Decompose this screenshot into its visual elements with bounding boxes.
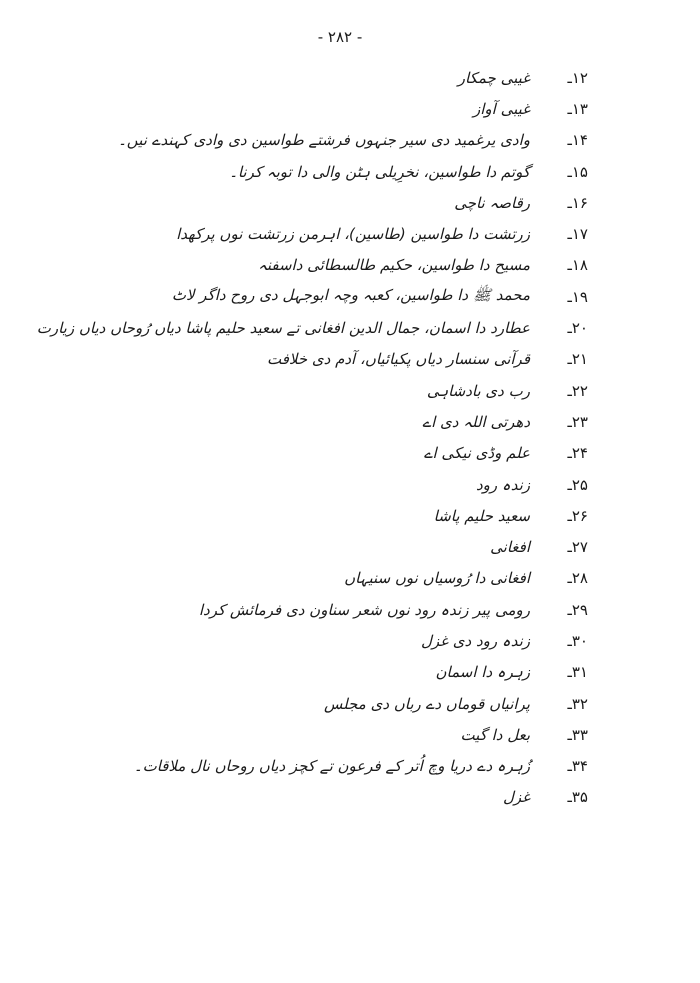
entry-title: زرتشت دا طواسین (طاسین)، اہرمن زرتشت نوں پرکھدا xyxy=(176,225,530,244)
toc-entry-20 xyxy=(28,312,588,343)
toc-entry-28 xyxy=(28,563,588,594)
entry-number: ۲۳ـ xyxy=(567,412,588,431)
page-number: - ۲۸۲ - xyxy=(317,28,363,46)
entry-number: ۳۰ـ xyxy=(567,631,588,650)
entry-title: رقاصہ ناچی xyxy=(454,193,530,212)
entry-title: محمد ﷺ دا طواسین، کعبہ وچہ ابوجہل دی روح داگر لاٹ xyxy=(171,285,530,304)
entry-title: مسیح دا طواسین، حکیم طالسطائی داسفنہ xyxy=(258,256,530,275)
entry-number: ۱۸ـ xyxy=(567,256,588,275)
toc-entry-26 xyxy=(28,500,588,531)
entry-title: افغانی xyxy=(490,538,530,557)
toc-entry-15 xyxy=(28,156,588,187)
entry-title: گوتم دا طواسین، نخرِیلی ہٹن والی دا توبہ کرنا۔ xyxy=(229,162,530,181)
entry-title: غزل xyxy=(502,788,530,807)
toc-entry-35 xyxy=(28,782,588,813)
entry-number: ۱۴ـ xyxy=(567,131,588,150)
toc-entry-24 xyxy=(28,438,588,469)
entry-number: ۲۰ـ xyxy=(567,319,588,338)
entry-number: ۱۹ـ xyxy=(567,287,588,306)
toc-entry-33 xyxy=(28,719,588,750)
entry-number: ۱۳ـ xyxy=(567,99,588,118)
entry-number: ۳۱ـ xyxy=(567,663,588,682)
toc-entry-16 xyxy=(28,187,588,218)
toc-entry-14 xyxy=(28,125,588,156)
entry-number: ۲۲ـ xyxy=(567,381,588,400)
entry-title: غیبی آواز xyxy=(473,99,530,118)
entry-title: عطارد دا اسمان، جمال الدین افغانی تے سعید حلیم پاشا دیاں رُوحاں دیاں زیارت xyxy=(36,319,530,338)
toc-entry-22 xyxy=(28,375,588,406)
entry-title: وادی یرغمید دی سیر جنہوں فرشتے طواسین دی وادی کہندے نیں۔ xyxy=(117,131,530,150)
entry-title: زندہ رود xyxy=(475,475,530,494)
entry-title: بعل دا گیت xyxy=(460,725,530,744)
entry-number: ۲۸ـ xyxy=(567,569,588,588)
entry-number: ۱۲ـ xyxy=(567,68,588,87)
toc-entry-12 xyxy=(28,62,588,93)
entry-title: دھرتی اللہ دی اے xyxy=(422,412,530,431)
entry-number: ۱۶ـ xyxy=(567,193,588,212)
entry-number: ۲۴ـ xyxy=(567,444,588,463)
entry-title: افغانی دا رُوسیاں نوں سنیہاں xyxy=(344,569,530,588)
entry-title: زندہ رود دی غزل xyxy=(421,631,530,650)
toc-entry-30 xyxy=(28,625,588,656)
toc-entry-13 xyxy=(28,93,588,124)
entry-number: ۳۳ـ xyxy=(567,725,588,744)
entry-number: ۳۴ـ xyxy=(567,757,588,776)
entry-title: رب دی بادشاہی xyxy=(426,381,530,400)
entry-number: ۲۱ـ xyxy=(567,350,588,369)
entry-number: ۲۶ـ xyxy=(567,506,588,525)
entry-number: ۲۹ـ xyxy=(567,600,588,619)
toc-entry-34 xyxy=(28,751,588,782)
entry-title: غیبی چمکار xyxy=(457,68,530,87)
toc-entry-18 xyxy=(28,250,588,281)
entry-title: رومی پیر زندہ رود نوں شعر سناون دی فرمائش کردا xyxy=(198,600,530,619)
entry-number: ۳۲ـ xyxy=(567,694,588,713)
toc-entry-19 xyxy=(28,281,588,312)
entry-title: قرآنی سنسار دیاں پکیائیاں، آدم دی خلافت xyxy=(267,350,530,369)
toc-entry-21 xyxy=(28,344,588,375)
toc-entry-27 xyxy=(28,531,588,562)
entry-title: سعید حلیم پاشا xyxy=(433,506,530,525)
toc-entry-31 xyxy=(28,657,588,688)
toc-entry-25 xyxy=(28,469,588,500)
entry-number: ۱۷ـ xyxy=(567,225,588,244)
entry-number: ۲۵ـ xyxy=(567,475,588,494)
toc-entry-23 xyxy=(28,406,588,437)
toc-entry-32 xyxy=(28,688,588,719)
entry-number: ۲۷ـ xyxy=(567,538,588,557)
entry-title: زُہرہ دے دریا وچ اُتر کے فرعون تے کچز دیاں روحاں نال ملاقات۔ xyxy=(133,757,530,776)
entry-title: زہرہ دا اسمان xyxy=(435,663,530,682)
entry-title: پرانیاں قوماں دے رباں دی مجلس xyxy=(324,694,530,713)
toc-entry-17 xyxy=(28,218,588,249)
entry-number: ۳۵ـ xyxy=(567,788,588,807)
entry-title: علم وڈی نیکی اے xyxy=(423,444,530,463)
toc-entry-29 xyxy=(28,594,588,625)
table-of-contents xyxy=(28,62,588,813)
entry-number: ۱۵ـ xyxy=(567,162,588,181)
